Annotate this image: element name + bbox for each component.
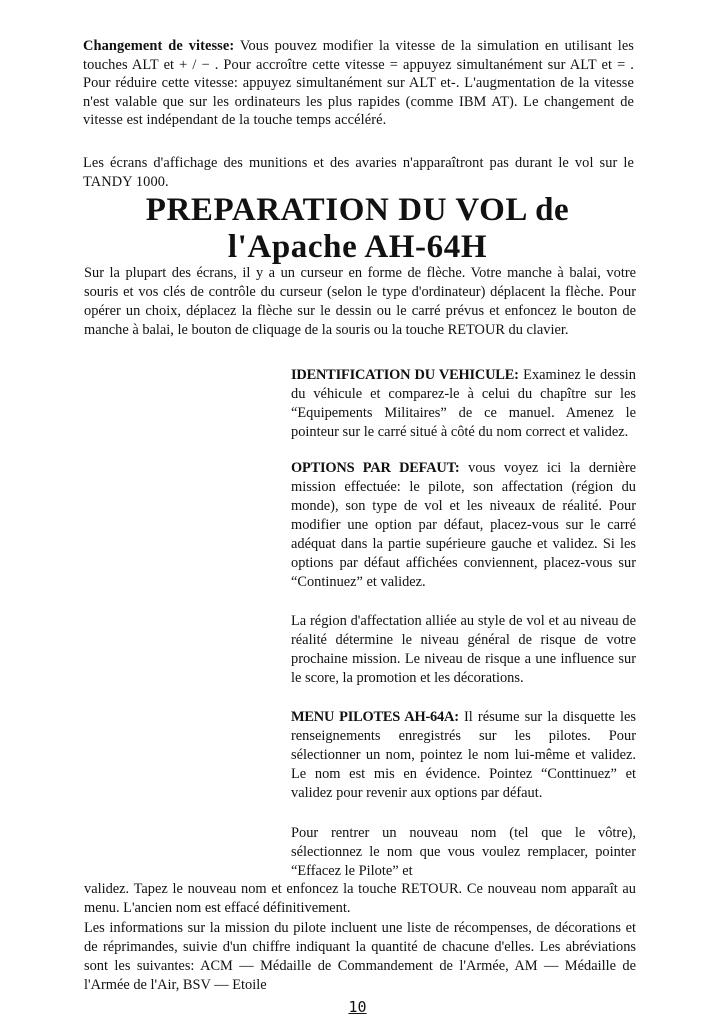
vehicle-identification-heading: IDENTIFICATION DU VEHICULE: [291,367,519,383]
validate-name-paragraph: validez. Tapez le nouveau nom et enfoncez la touche RETOUR. Ce nouveau nom apparaît au menu. L'ancien nom est effacé définitivement. [84,881,636,916]
pilots-menu-section [291,708,636,803]
default-options-text: vous voyez ici la dernière mission effectuée: le pilote, son affectation (région du monde), son type de vol et les niveaux de réalité. Pour modifier une option par défaut, placez-vous sur le carré adéquat dans la partie supérieure gauche et validez. Si les options par défaut affichées conviennent, placez-vous sur “Continuez” et validez. [291,460,636,590]
page-number [0,998,715,1016]
speed-change-heading: Changement de vitesse: [83,38,235,54]
page-number-text: 10 [348,998,367,1016]
cursor-intro-paragraph: Sur la plupart des écrans, il y a un curseur en forme de flèche. Votre manche à balai, votre souris et vos clés de contrôle du curseur (selon le type d'ordinateur) déplacent la flèche. Pour opérer un choix, déplacez la flèche sur le dessin ou le carré prévus et enfoncez le bouton de manche à balai, le bouton de cliquage de la souris ou la touche RETOUR du clavier. [84,265,636,338]
title-line-1: PREPARATION DU VOL de [145,192,570,228]
new-name-paragraph: Pour rentrer un nouveau nom (tel que le vôtre), sélectionnez le nom que vous voulez remplacer, pointer “Effacez le Pilote” et [291,825,636,879]
page-title [60,192,655,266]
title-line-2: l'Apache AH-64H [227,229,488,265]
speed-change-paragraph [83,37,634,130]
default-options-section [291,459,636,592]
tandy-note-paragraph: Les écrans d'affichage des munitions et des avaries n'apparaîtront pas durant le vol sur le TANDY 1000. [83,155,634,190]
mission-info-paragraph: Les informations sur la mission du pilote incluent une liste de récompenses, de décorations et de réprimandes, suivie d'un chiffre indiquant la quantité de chacune d'elles. Les abréviations sont les suivantes: ACM — Médaille de Commandement de l'Armée, AM — Médaille de l'Armée de l'Air, BSV — Etoile [84,920,636,993]
pilots-menu-text: Il résume sur la disquette les renseignements enregistrés sur les pilotes. Pour sélectionner un nom, pointez le nom lui-même et validez. Le nom est mis en évidence. Pointez “Conttinuez” et validez pour revenir aux options par défaut. [291,709,636,801]
risk-level-paragraph: La région d'affectation alliée au style de vol et au niveau de réalité détermine le niveau général de risque de votre prochaine mission. Le niveau de risque a une influence sur le score, la promotion et les décorations. [291,613,636,686]
default-options-heading: OPTIONS PAR DEFAUT: [291,460,460,476]
vehicle-identification-text: Examinez le dessin du véhicule et comparez-le à celui du chapître sur les “Equipements Militaires” de ce manuel. Amenez le pointeur sur le carré situé à côté du nom correct et validez. [291,367,637,440]
speed-change-text: Vous pouvez modifier la vitesse de la simulation en utilisant les touches ALT et + / − . Pour accroître cette vitesse = appuyez simultanément sur ALT et = . Pour réduire cette vitesse: appuyez simultanément sur ALT et-. L'augmentation de la vitesse n'est valable que sur les ordinateurs les plus rapides (comme IBM AT). Le changement de vitesse est indépendant de la touche temps accéléré. [83,38,635,129]
vehicle-identification-section [291,366,636,442]
pilots-menu-heading: MENU PILOTES AH-64A: [291,709,459,725]
